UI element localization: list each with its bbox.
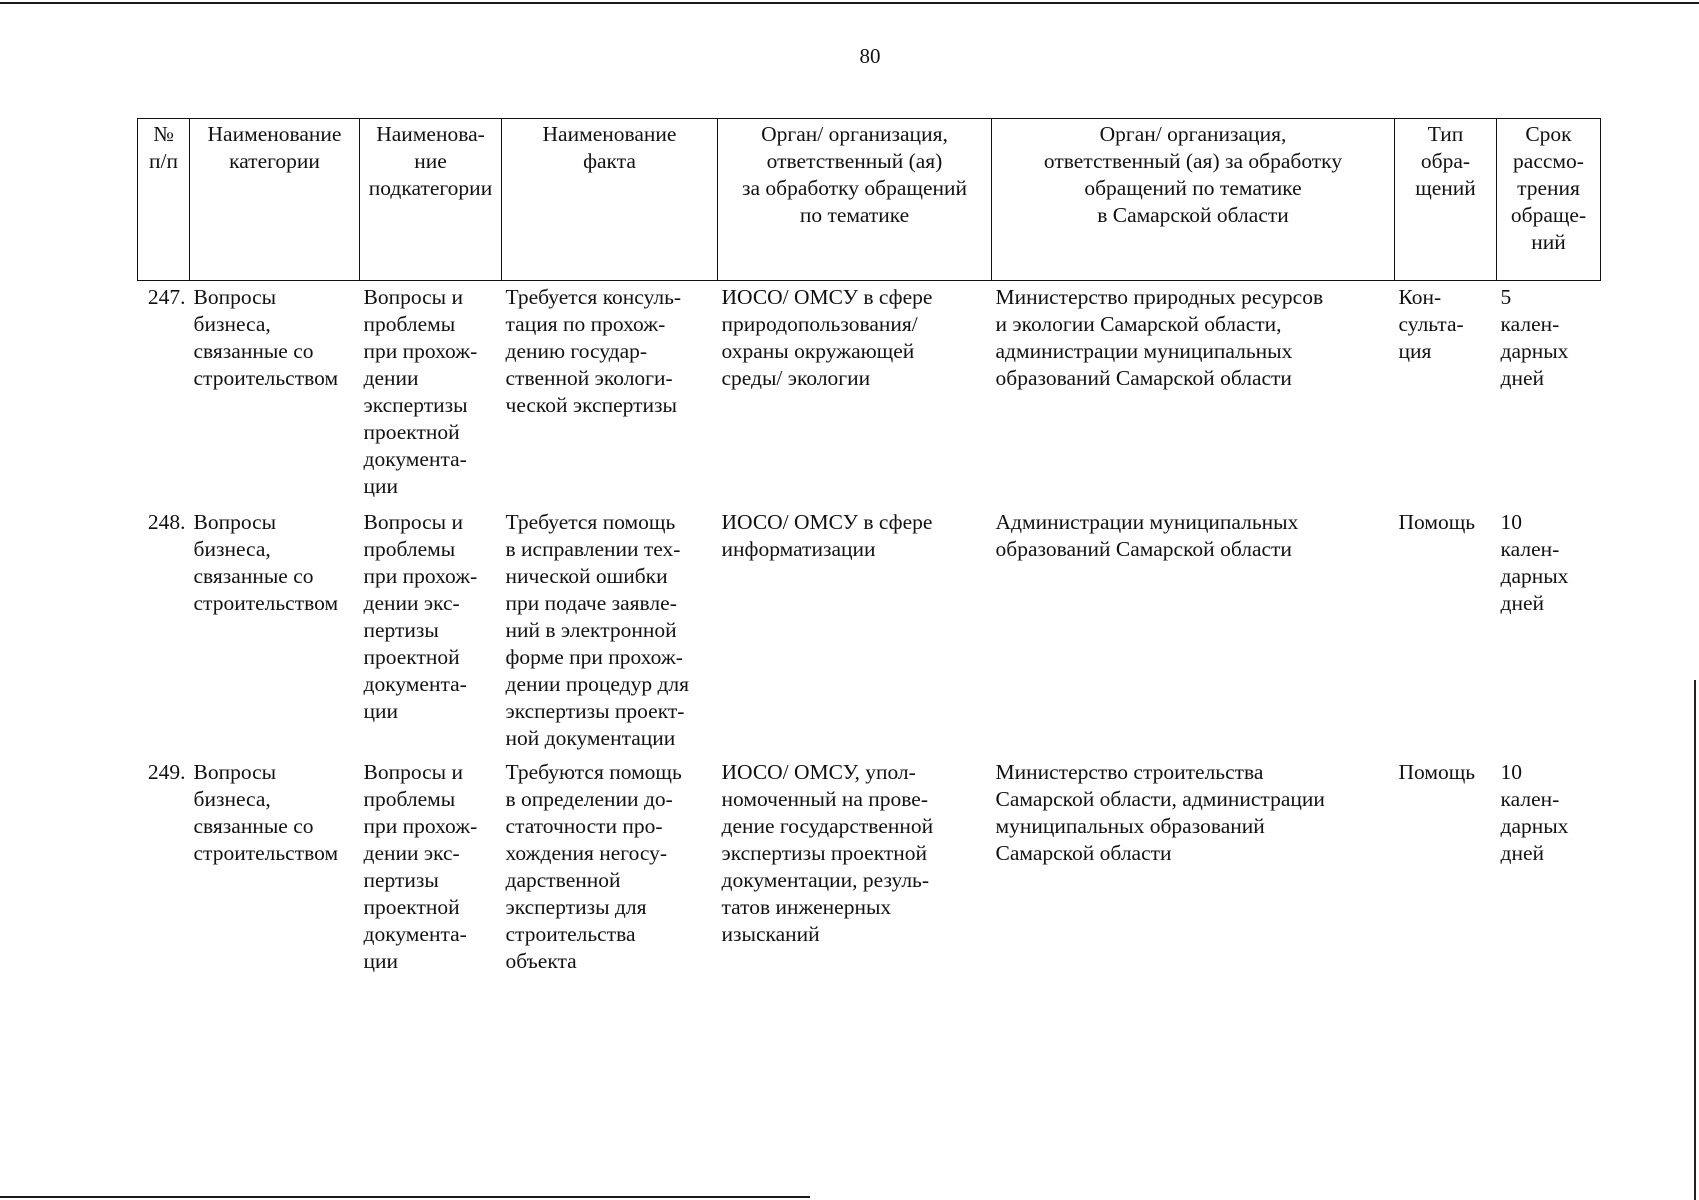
header-type: Тип обра- щений [1395, 119, 1497, 281]
table-row [138, 759, 1601, 984]
header-responsible-samara: Орган/ организация, ответственный (ая) за обработку обращений по тематике в Самарской области [992, 119, 1395, 281]
row-type: Помощь [1398, 510, 1476, 534]
row-fact: Требуются помощь в определении до- статочности про- хождения негосу- дарственной экспертизы для строительства объекта [505, 760, 682, 973]
document-table [137, 118, 1601, 984]
row-number: 248. [147, 510, 186, 534]
header-responsible: Орган/ организация, ответственный (ая) за обработку обращений по тематике [718, 119, 992, 281]
table-row [138, 509, 1601, 759]
header-number: № п/п [138, 119, 190, 281]
table-header-row [138, 119, 1601, 281]
scan-edge-top [0, 2, 1699, 4]
row-type: Помощь [1398, 760, 1476, 784]
row-number: 247. [147, 285, 186, 309]
row-responsible-samara: Администрации муниципальных образований Самарской области [995, 510, 1299, 561]
scan-edge-bottom [0, 1196, 810, 1198]
header-category: Наименование категории [190, 119, 360, 281]
scan-edge-right [1694, 680, 1696, 1200]
row-responsible-samara: Министерство строительства Самарской области, администрации муниципальных образований Самарской области [995, 760, 1325, 865]
row-responsible-samara: Министерство природных ресурсов и экологии Самарской области, администрации муниципальных образований Самарской области [995, 285, 1324, 390]
row-responsible: ИОСО/ ОМСУ в сфере природопользования/ охраны окружающей среды/ экологии [721, 285, 933, 390]
row-responsible: ИОСО/ ОМСУ, упол- номоченный на прове- дение государственной экспертизы проектной документации, резуль- татов инженерных изысканий [721, 760, 934, 946]
row-subcategory: Вопросы и проблемы при прохож- дении экс- пертизы проектной документа- ции [363, 510, 478, 723]
row-category: Вопросы бизнеса, связанные со строительством [193, 510, 339, 615]
row-category: Вопросы бизнеса, связанные со строительством [193, 760, 339, 865]
row-subcategory: Вопросы и проблемы при прохож- дении экспертизы проектной документа- ции [363, 285, 478, 498]
row-number: 249. [147, 760, 186, 784]
header-subcategory: Наименова- ние подкатегории [360, 119, 502, 281]
row-fact: Требуется помощь в исправлении тех- нической ошибки при подаче заявле- ний в электронной форме при прохож- дении процедур для экспертизы проект- ной документации [505, 510, 690, 750]
header-term: Срок рассмо- трения обраще- ний [1497, 119, 1601, 281]
row-term: 10 кален- дарных дней [1500, 510, 1569, 615]
row-responsible: ИОСО/ ОМСУ в сфере информатизации [721, 510, 933, 561]
row-category: Вопросы бизнеса, связанные со строительством [193, 285, 339, 390]
page-number: 80 [859, 44, 881, 68]
header-fact: Наименование факта [502, 119, 718, 281]
row-subcategory: Вопросы и проблемы при прохож- дении экс- пертизы проектной документа- ции [363, 760, 478, 973]
table-row [138, 281, 1601, 510]
row-type: Кон- сульта- ция [1398, 285, 1464, 363]
row-term: 10 кален- дарных дней [1500, 760, 1569, 865]
row-fact: Требуется консуль- тация по прохож- дению государ- ственной экологи- ческой экспертизы [505, 285, 682, 417]
row-term: 5 кален- дарных дней [1500, 285, 1569, 390]
